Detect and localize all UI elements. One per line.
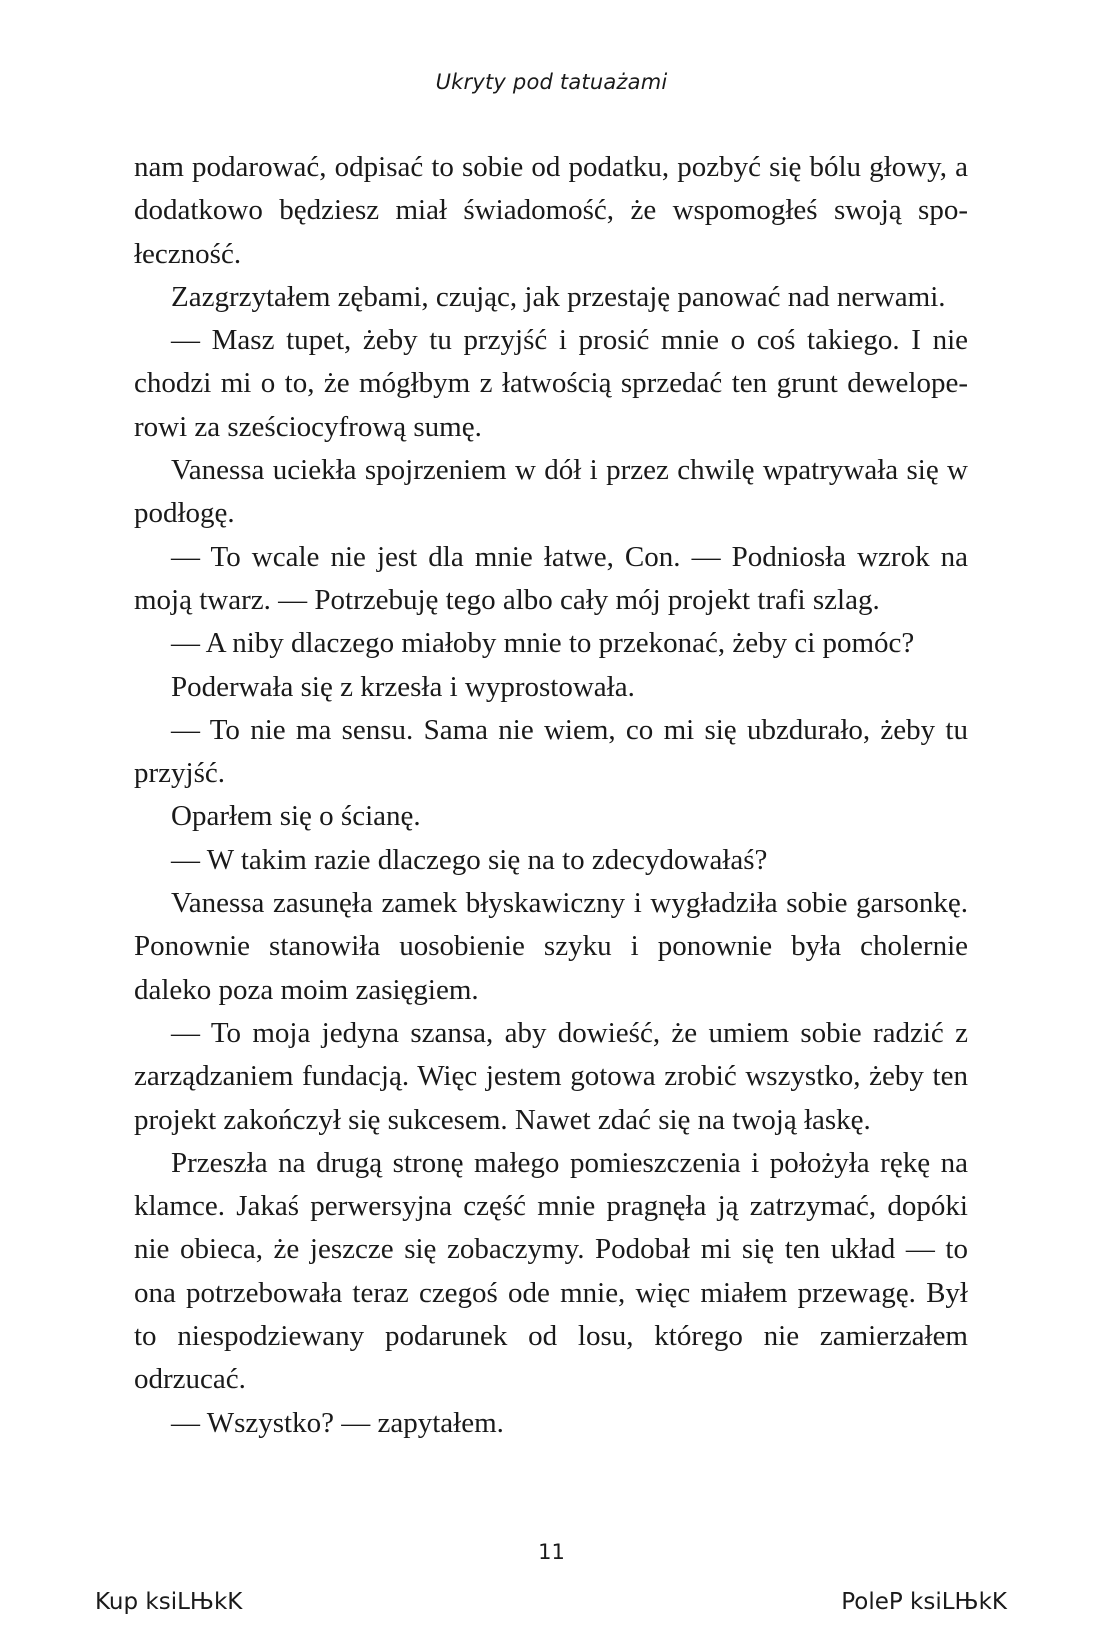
- footer-buy-book-link[interactable]: Kup ksiLЊkK: [95, 1589, 243, 1615]
- paragraph: Zazgrzytałem zębami, czując, jak przestaję panować nad nerwami.: [171, 280, 946, 313]
- footer-recommend-book-link[interactable]: PoleP ksiLЊkK: [841, 1589, 1007, 1615]
- paragraph: Vanessa uciekła spojrzeniem w dół i przez chwilę wpatrywała się w podłogę.: [134, 454, 968, 530]
- paragraph: Przeszła na drugą stronę małego pomieszczenia i położyła rękę na klamce. Jakaś perwersyjna część mnie pragnęła ją zatrzymać, dopóki nie obieca, że jeszcze się zobaczymy. Podobał mi się ten układ — to ona potrzebowała teraz czegoś ode mnie, więc miałem przewagę. Był to niespodziewany podarunek od losu, którego nie zamierzałem odrzucać.: [134, 1146, 968, 1396]
- running-header: Ukryty pod tatuażami: [435, 70, 668, 94]
- paragraph: Oparłem się o ścianę.: [171, 800, 421, 833]
- paragraph: — A niby dlaczego miałoby mnie to przekonać, żeby ci pomóc?: [171, 627, 915, 660]
- paragraph: Vanessa zasunęła zamek błyskawiczny i wygładziła sobie garsonkę. Ponownie stanowiła uosobienie szyku i ponownie była cholernie daleko poza moim zasięgiem.: [134, 887, 968, 1006]
- paragraph: — Wszystko? — zapytałem.: [171, 1406, 504, 1439]
- paragraph: — To nie ma sensu. Sama nie wiem, co mi się ubzdurało, żeby tu przyjść.: [134, 713, 968, 790]
- page-number: 11: [538, 1540, 565, 1564]
- paragraph: — To moja jedyna szansa, aby dowieść, że umiem sobie radzić z zarządzaniem fundacją. Więc jestem gotowa zrobić wszystko, żeby ten projekt zakończył się sukcesem. Nawet zdać się na twoją łaskę.: [134, 1016, 968, 1136]
- page-body: [134, 146, 968, 1445]
- paragraph: — Masz tupet, żeby tu przyjść i prosić mnie o coś takiego. I nie chodzi mi o to, że mógłbym z łatwością sprzedać ten grunt deweloperowi za sześciocyfrową sumę.: [134, 324, 968, 443]
- paragraph: Poderwała się z krzesła i wyprostowała.: [171, 670, 635, 703]
- paragraph: nam podarować, odpisać to sobie od podatku, pozbyć się bólu głowy, a dodatkowo będziesz miał świadomość, że wspomogłeś swoją społeczność.: [134, 151, 968, 270]
- paragraph: — To wcale nie jest dla mnie łatwe, Con. — Podniosła wzrok na moją twarz. — Potrzebuję tego albo cały mój projekt trafi szlag.: [134, 540, 968, 616]
- paragraph: — W takim razie dlaczego się na to zdecydowałaś?: [171, 843, 768, 876]
